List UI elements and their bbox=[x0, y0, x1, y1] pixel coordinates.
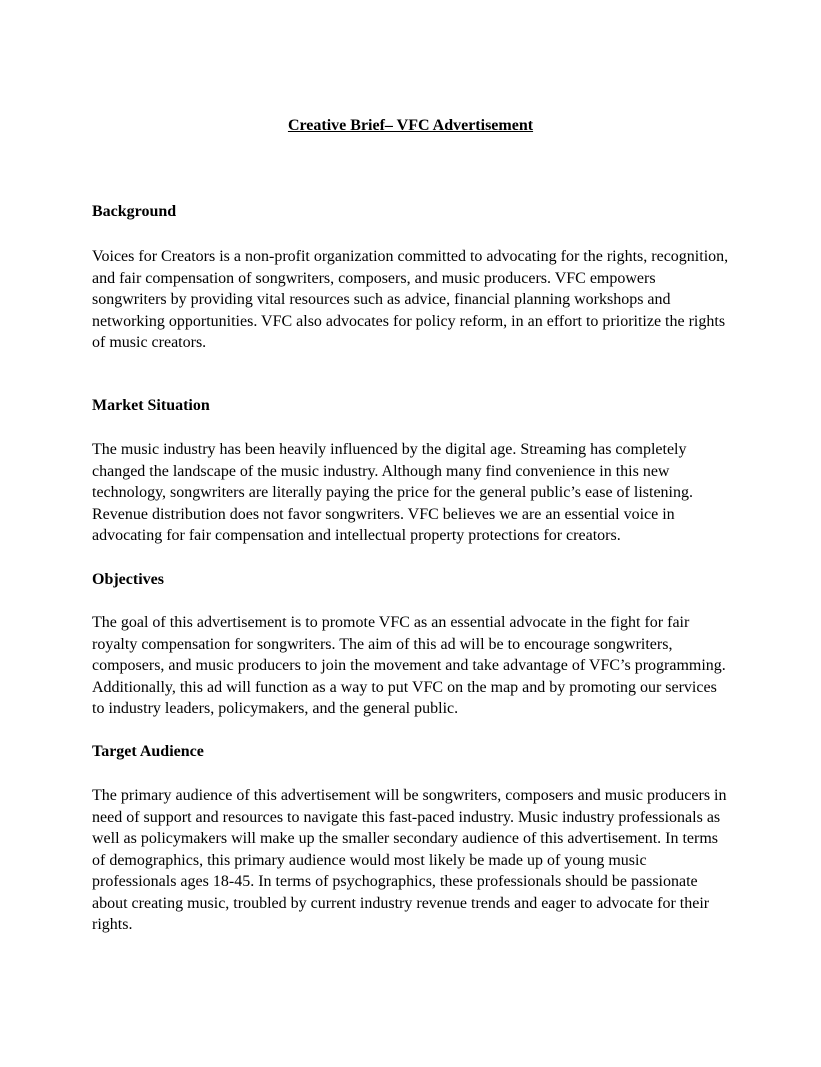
section-heading-market-situation: Market Situation bbox=[92, 397, 210, 414]
document-title bbox=[0, 116, 821, 136]
section-heading-objectives: Objectives bbox=[92, 571, 164, 588]
section-body-market-situation: The music industry has been heavily influenced by the digital age. Streaming has completely changed the landscape of the music industry. Although many find convenience in this new technology, songwriters are literally paying the price for the general public’s ease of listening. Revenue distribution does not favor songwriters. VFC believes we are an essential voice in advocating for fair compensation and intellectual property protections for creators. bbox=[92, 441, 693, 544]
section-body-target-audience: The primary audience of this advertisement will be songwriters, composers and music producers in need of support and resources to navigate this fast-paced industry. Music industry professionals as well as policymakers will make up the smaller secondary audience of this advertisement. In terms of demographics, this primary audience would most likely be made up of young music professionals ages 18-45. In terms of psychographics, these professionals should be passionate about creating music, troubled by current industry revenue trends and eager to advocate for their rights. bbox=[92, 787, 727, 933]
section-heading-background: Background bbox=[92, 203, 177, 220]
section-heading-target-audience: Target Audience bbox=[92, 743, 204, 760]
document-title-text: Creative Brief– VFC Advertisement bbox=[287, 117, 534, 134]
section-body-objectives: The goal of this advertisement is to promote VFC as an essential advocate in the fight for fair royalty compensation for songwriters. The aim of this ad will be to encourage songwriters, composers, and music producers to join the movement and take advantage of VFC’s programming. Additionally, this ad will function as a way to put VFC on the map and by promoting our services to industry leaders, policymakers, and the general public. bbox=[92, 614, 726, 717]
section-body-background: Voices for Creators is a non-profit organization committed to advocating for the rights, recognition, and fair compensation of songwriters, composers, and music producers. VFC empowers songwriters by providing vital resources such as advice, financial planning workshops and networking opportunities. VFC also advocates for policy reform, in an effort to prioritize the rights of music creators. bbox=[92, 248, 729, 351]
